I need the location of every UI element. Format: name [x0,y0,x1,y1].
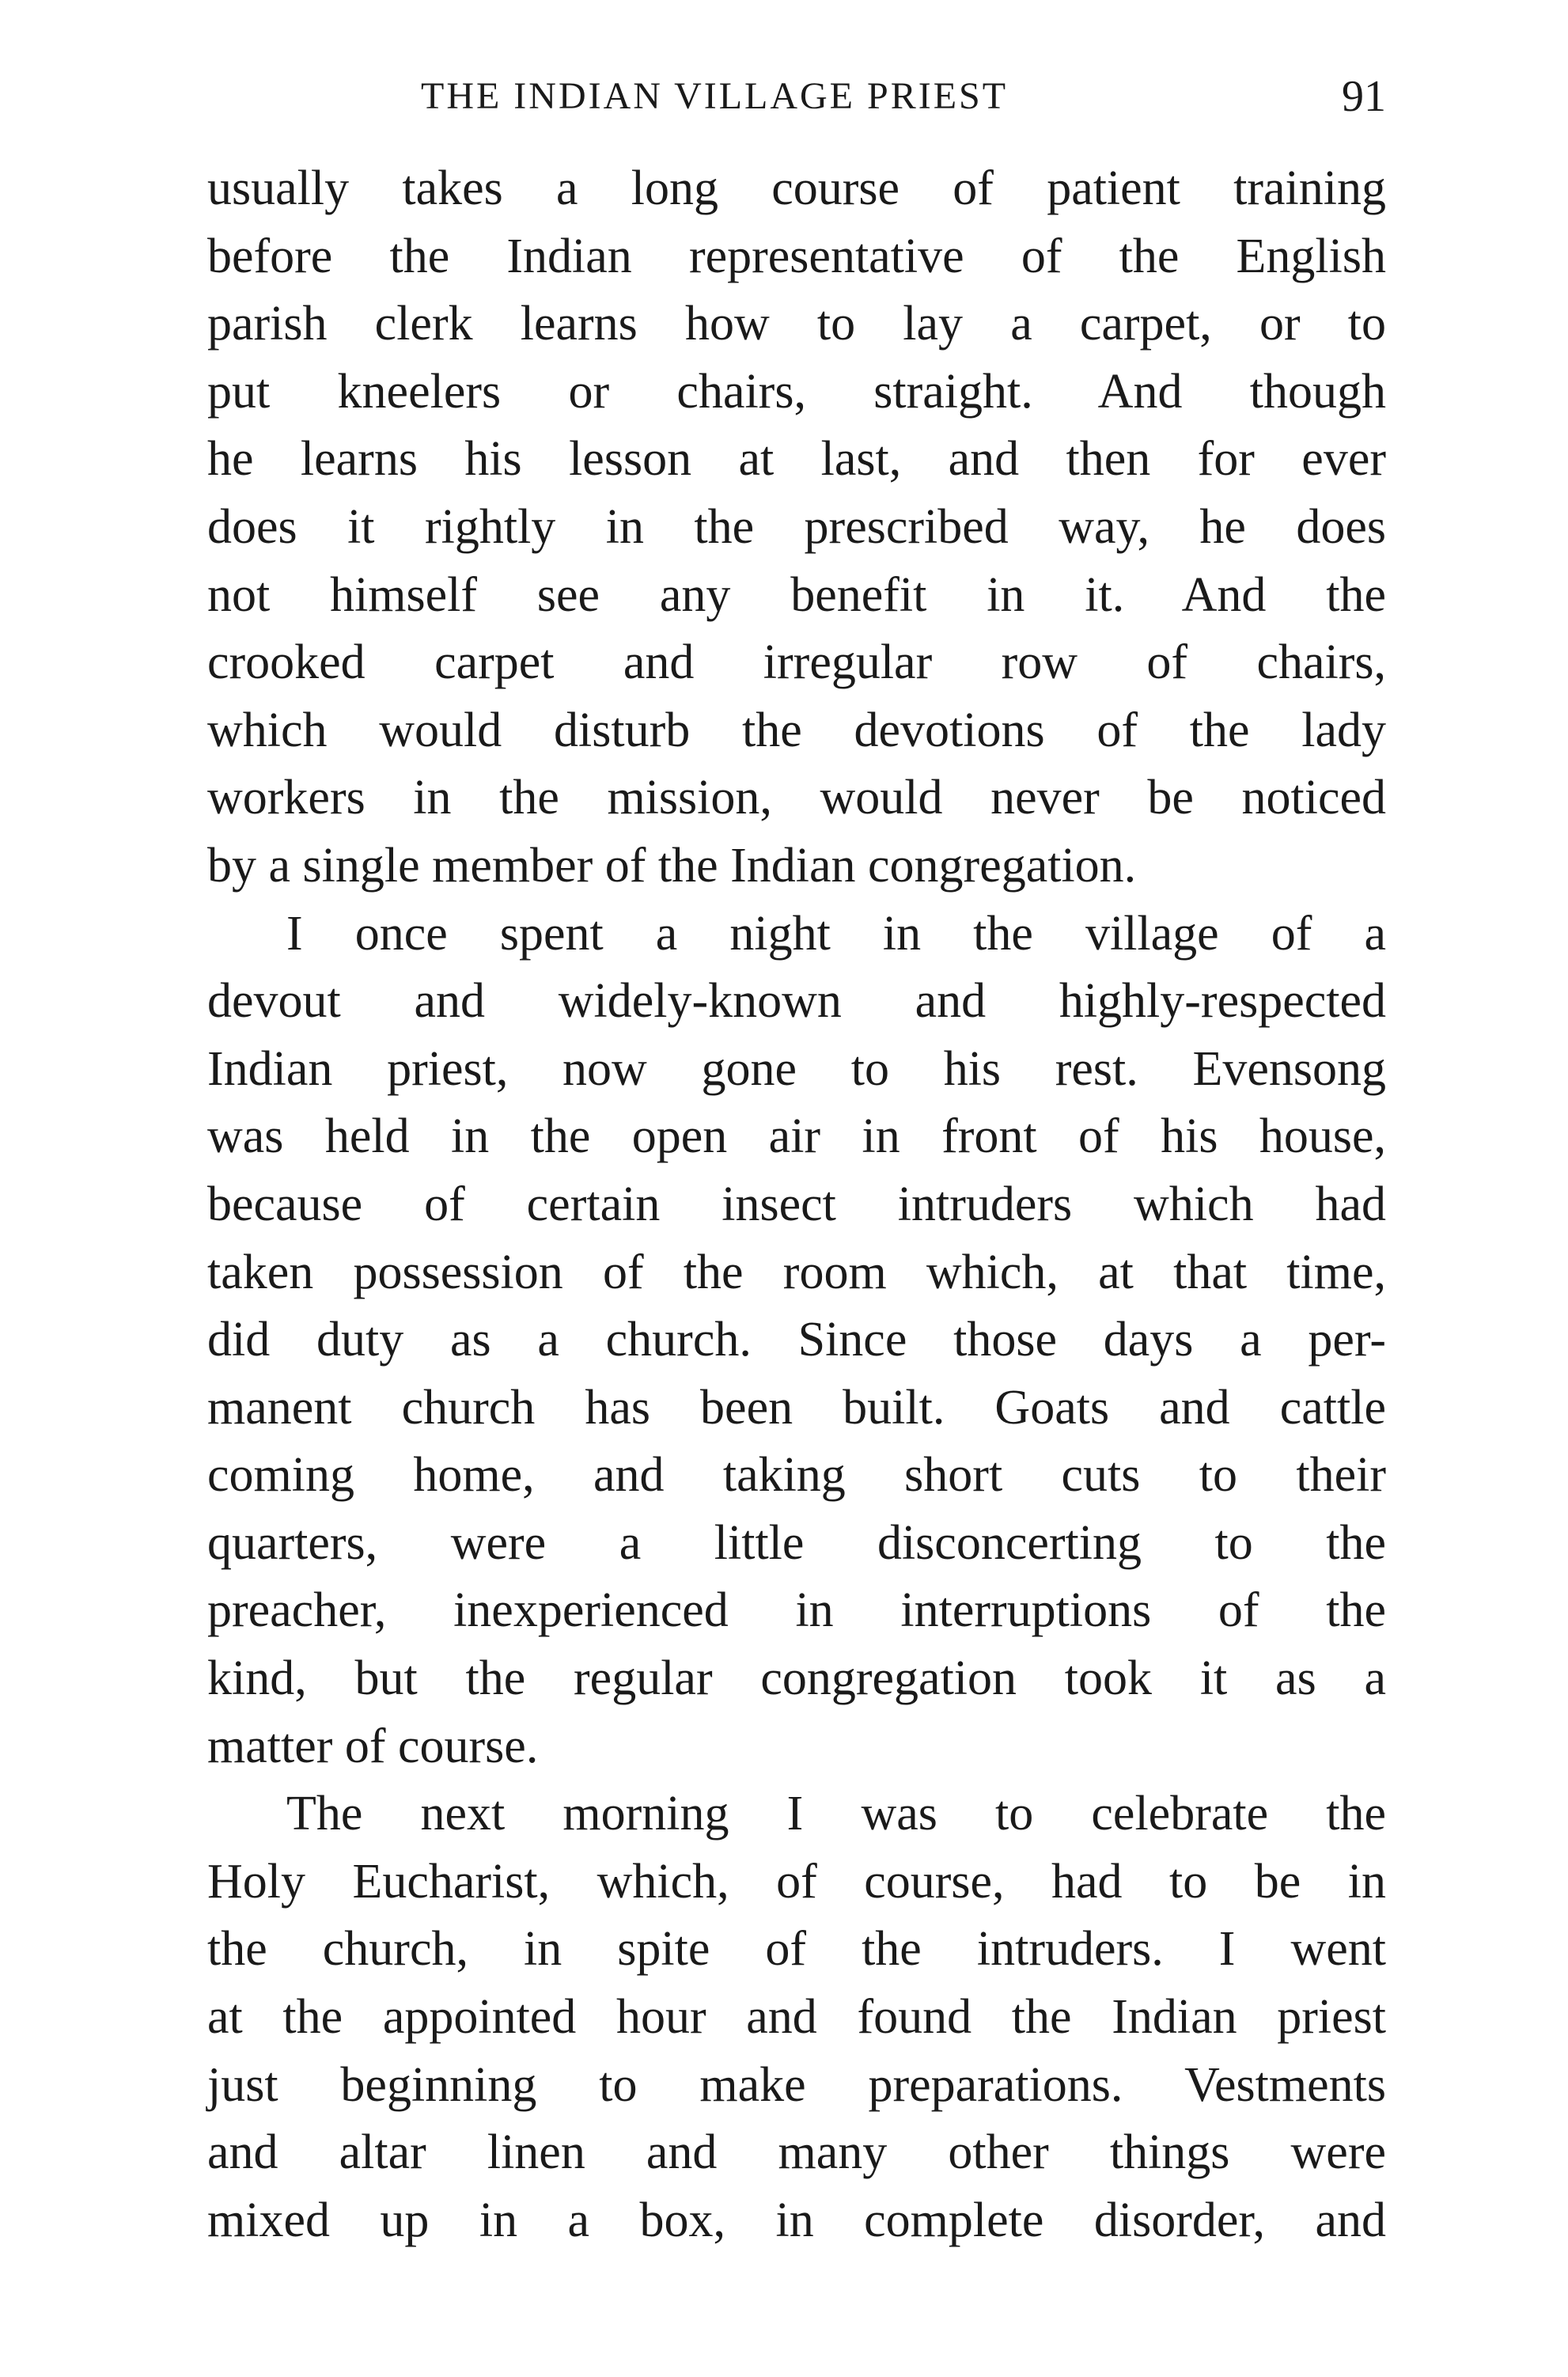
text-line: he learns his lesson at last, and then for ever [207,432,1386,487]
text-line: because of certain insect intruders which had [207,1177,1386,1231]
text-line: taken possession of the room which, at that time, [207,1245,1386,1299]
text-line: did duty as a church. Since those days a per- [207,1313,1386,1367]
text-line: mixed up in a box, in complete disorder, and [207,2193,1386,2247]
text-line: Holy Eucharist, which, of course, had to be in [207,1854,1386,1909]
text-line: Indian priest, now gone to his rest. Evensong [207,1041,1386,1096]
text-line: manent church has been built. Goats and cattle [207,1380,1386,1435]
text-line: crooked carpet and irregular row of chairs, [207,635,1386,690]
text-line: workers in the mission, would never be noticed [207,771,1386,825]
text-line: matter of course. [207,1719,539,1773]
text-line: parish clerk learns how to lay a carpet, or to [207,297,1386,351]
text-line: before the Indian representative of the English [207,229,1386,283]
text-line: does it rightly in the prescribed way, he does [207,499,1386,554]
page-number: 91 [1342,72,1386,121]
text-line: by a single member of the Indian congregation. [207,838,1137,893]
text-line: put kneelers or chairs, straight. And though [207,364,1386,419]
text-line: quarters, were a little disconcerting to the [207,1515,1386,1570]
text-line: coming home, and taking short cuts to their [207,1448,1386,1503]
text-line: just beginning to make preparations. Vestments [207,2057,1386,2112]
text-line: preacher, inexperienced in interruptions of the [207,1583,1386,1638]
text-line: which would disturb the devotions of the lady [207,703,1386,757]
text-line: I once spent a night in the village of a [286,906,1386,961]
text-line: the church, in spite of the intruders. I went [207,1922,1386,1977]
text-line: The next morning I was to celebrate the [286,1787,1386,1841]
text-line: was held in the open air in front of his house, [207,1109,1386,1164]
text-line: not himself see any benefit in it. And the [207,567,1386,622]
text-line: and altar linen and many other things were [207,2125,1386,2180]
running-head [207,65,1386,128]
text-line: usually takes a long course of patient training [207,161,1386,215]
text-line: at the appointed hour and found the Indian priest [207,1990,1386,2045]
running-title: THE INDIAN VILLAGE PRIEST [421,75,1009,117]
text-line: kind, but the regular congregation took it as a [207,1651,1386,1706]
text-line: devout and widely-known and highly-respected [207,974,1386,1029]
body-text [207,155,1386,2254]
